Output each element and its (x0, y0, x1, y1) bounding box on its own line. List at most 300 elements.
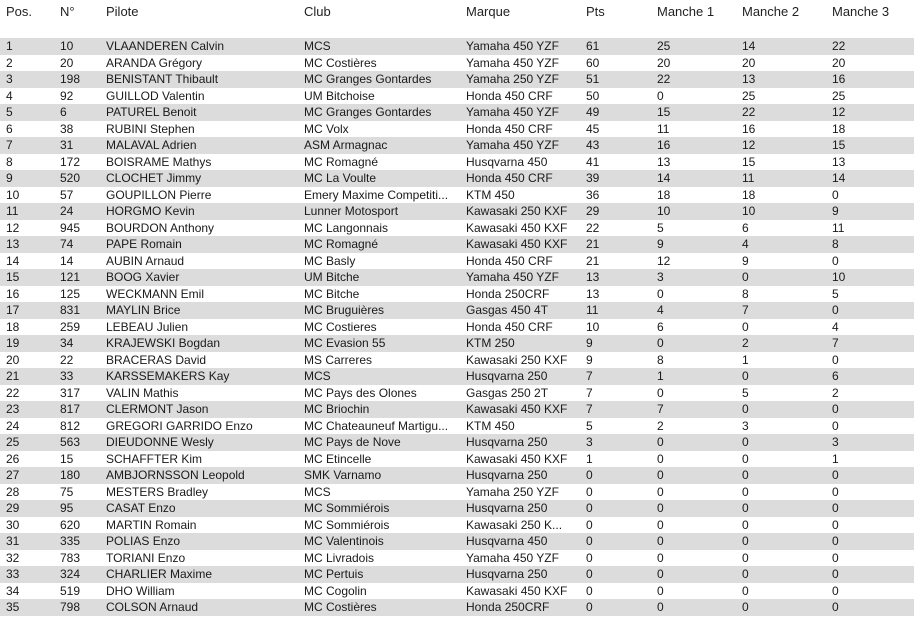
position-cell: 32 (6, 550, 20, 565)
bib-number-cell: 6 (60, 105, 67, 119)
bib-number-cell: 180 (60, 468, 81, 482)
bib-number-cell: 57 (60, 187, 74, 202)
club-cell: MC Pays des Olones (304, 385, 417, 400)
rider-name-cell: KRAJEWSKI Bogdan (106, 336, 221, 350)
club-cell: Emery Maxime Competiti... (304, 187, 449, 202)
manche-2-cell: 0 (742, 583, 749, 598)
table-row (0, 286, 914, 303)
brand-cell: Gasgas 450 4T (466, 303, 549, 317)
header-pilote: Pilote (106, 4, 139, 19)
brand-cell: KTM 250 (466, 336, 515, 350)
table-row (0, 38, 914, 55)
manche-2-cell: 11 (742, 171, 755, 185)
position-cell: 22 (6, 385, 20, 400)
points-cell: 41 (586, 154, 600, 169)
manche-2-cell: 0 (742, 567, 749, 581)
manche-1-cell: 0 (657, 517, 664, 532)
table-row (0, 121, 914, 138)
points-cell: 60 (586, 55, 600, 70)
points-cell: 0 (586, 534, 593, 548)
manche-2-cell: 15 (742, 154, 756, 169)
table-row (0, 599, 914, 616)
manche-2-cell: 5 (742, 385, 749, 400)
bib-number-cell: 38 (60, 121, 74, 136)
club-cell: MC Valentinois (304, 534, 384, 548)
table-row (0, 220, 914, 237)
table-row (0, 154, 914, 171)
manche-3-cell: 20 (832, 55, 846, 70)
brand-cell: Yamaha 250 YZF (466, 484, 559, 499)
manche-1-cell: 6 (657, 319, 664, 334)
table-row (0, 467, 914, 484)
header-pts: Pts (586, 4, 605, 19)
table-row (0, 104, 914, 121)
manche-1-cell: 0 (657, 600, 664, 614)
manche-1-cell: 22 (657, 72, 671, 86)
bib-number-cell: 20 (60, 55, 74, 70)
position-cell: 29 (6, 501, 20, 515)
position-cell: 28 (6, 484, 20, 499)
position-cell: 16 (6, 286, 20, 301)
manche-2-cell: 9 (742, 253, 749, 268)
table-row (0, 71, 914, 88)
club-cell: SMK Varnamo (304, 468, 382, 482)
points-cell: 13 (586, 270, 600, 284)
position-cell: 31 (6, 534, 20, 548)
manche-1-cell: 0 (657, 501, 664, 515)
brand-cell: Kawasaki 450 KXF (466, 451, 568, 466)
position-cell: 1 (6, 39, 13, 53)
brand-cell: KTM 450 (466, 187, 515, 202)
points-cell: 29 (586, 204, 600, 218)
rider-name-cell: POLIAS Enzo (106, 534, 181, 548)
table-row (0, 418, 914, 435)
position-cell: 3 (6, 72, 13, 86)
table-row (0, 368, 914, 385)
manche-1-cell: 3 (657, 270, 664, 284)
table-row (0, 236, 914, 253)
rider-name-cell: CASAT Enzo (106, 501, 176, 515)
club-cell: MC Briochin (304, 402, 370, 416)
rider-name-cell: COLSON Arnaud (106, 600, 199, 614)
bib-number-cell: 75 (60, 484, 74, 499)
points-cell: 9 (586, 336, 593, 350)
brand-cell: Honda 450 CRF (466, 319, 553, 334)
bib-number-cell: 563 (60, 435, 81, 449)
points-cell: 0 (586, 583, 593, 598)
table-row (0, 352, 914, 369)
manche-1-cell: 20 (657, 55, 671, 70)
bib-number-cell: 10 (60, 39, 74, 53)
table-row (0, 385, 914, 402)
manche-1-cell: 8 (657, 352, 664, 367)
manche-2-cell: 1 (742, 352, 749, 367)
brand-cell: Kawasaki 250 KXF (466, 352, 568, 367)
rider-name-cell: VLAANDEREN Calvin (106, 39, 225, 53)
club-cell: MC Granges Gontardes (304, 105, 432, 119)
rider-name-cell: MESTERS Bradley (106, 484, 209, 499)
brand-cell: Yamaha 450 YZF (466, 105, 559, 119)
manche-3-cell: 22 (832, 39, 846, 53)
brand-cell: Kawasaki 450 KXF (466, 237, 568, 251)
club-cell: MC Bitche (304, 286, 360, 301)
table-row (0, 170, 914, 187)
header-pos: Pos. (6, 4, 33, 19)
points-cell: 7 (586, 385, 593, 400)
club-cell: MC Costieres (304, 319, 377, 334)
brand-cell: Honda 450 CRF (466, 171, 553, 185)
rider-name-cell: KARSSEMAKERS Kay (106, 369, 230, 383)
manche-3-cell: 16 (832, 72, 846, 86)
manche-2-cell: 2 (742, 336, 749, 350)
points-cell: 0 (586, 501, 593, 515)
manche-2-cell: 16 (742, 121, 756, 136)
points-cell: 11 (586, 303, 599, 317)
table-row (0, 88, 914, 105)
club-cell: MC Romagné (304, 154, 379, 169)
brand-cell: Yamaha 450 YZF (466, 138, 559, 152)
brand-cell: Kawasaki 250 KXF (466, 204, 568, 218)
club-cell: MC Livradois (304, 550, 375, 565)
manche-2-cell: 0 (742, 501, 749, 515)
brand-cell: Yamaha 450 YZF (466, 270, 559, 284)
manche-2-cell: 10 (742, 204, 756, 218)
club-cell: UM Bitchoise (304, 88, 375, 103)
table-row (0, 401, 914, 418)
bib-number-cell: 620 (60, 517, 81, 532)
rider-name-cell: DIEUDONNE Wesly (106, 435, 214, 449)
bib-number-cell: 945 (60, 220, 81, 235)
manche-3-cell: 25 (832, 88, 846, 103)
manche-3-cell: 2 (832, 385, 839, 400)
position-cell: 7 (6, 138, 13, 152)
bib-number-cell: 817 (60, 402, 81, 416)
manche-1-cell: 16 (657, 138, 671, 152)
points-cell: 0 (586, 484, 593, 499)
rider-name-cell: HORGMO Kevin (106, 204, 195, 218)
bib-number-cell: 324 (60, 567, 81, 581)
manche-3-cell: 0 (832, 468, 839, 482)
manche-2-cell: 14 (742, 39, 756, 53)
position-cell: 14 (6, 253, 20, 268)
manche-2-cell: 0 (742, 402, 749, 416)
manche-3-cell: 0 (832, 418, 839, 433)
brand-cell: Kawasaki 450 KXF (466, 220, 568, 235)
brand-cell: Gasgas 250 2T (466, 385, 549, 400)
manche-3-cell: 0 (832, 352, 839, 367)
manche-3-cell: 0 (832, 303, 839, 317)
header-marque: Marque (466, 4, 511, 19)
manche-3-cell: 13 (832, 154, 846, 169)
rider-name-cell: LEBEAU Julien (106, 319, 189, 334)
club-cell: UM Bitche (304, 270, 360, 284)
club-cell: MCS (304, 484, 331, 499)
points-cell: 21 (586, 237, 600, 251)
manche-3-cell: 7 (832, 336, 839, 350)
table-row (0, 583, 914, 600)
club-cell: MC Volx (304, 121, 349, 136)
manche-1-cell: 0 (657, 451, 664, 466)
points-cell: 22 (586, 220, 600, 235)
brand-cell: Yamaha 450 YZF (466, 39, 559, 53)
manche-1-cell: 0 (657, 583, 664, 598)
manche-3-cell: 0 (832, 501, 839, 515)
brand-cell: Husqvarna 450 (466, 154, 548, 169)
manche-2-cell: 0 (742, 550, 749, 565)
bib-number-cell: 831 (60, 303, 81, 317)
brand-cell: Husqvarna 250 (466, 567, 548, 581)
table-row (0, 335, 914, 352)
brand-cell: Kawasaki 450 KXF (466, 402, 568, 416)
points-cell: 7 (586, 369, 593, 383)
manche-2-cell: 0 (742, 534, 749, 548)
manche-2-cell: 0 (742, 484, 749, 499)
brand-cell: Kawasaki 450 KXF (466, 583, 568, 598)
bib-number-cell: 95 (60, 501, 74, 515)
rider-name-cell: BOURDON Anthony (106, 220, 215, 235)
manche-3-cell: 15 (832, 138, 846, 152)
brand-cell: Husqvarna 450 (466, 534, 548, 548)
points-cell: 1 (586, 451, 593, 466)
manche-1-cell: 0 (657, 88, 664, 103)
club-cell: MC Sommiérois (304, 517, 390, 532)
position-cell: 13 (6, 237, 20, 251)
header-club: Club (304, 4, 331, 19)
table-row (0, 500, 914, 517)
points-cell: 13 (586, 286, 600, 301)
points-cell: 61 (586, 39, 600, 53)
brand-cell: Honda 250CRF (466, 600, 550, 614)
manche-3-cell: 3 (832, 435, 839, 449)
manche-3-cell: 1 (832, 451, 839, 466)
position-cell: 23 (6, 402, 20, 416)
position-cell: 10 (6, 187, 20, 202)
manche-2-cell: 0 (742, 270, 749, 284)
rider-name-cell: AMBJORNSSON Leopold (106, 468, 245, 482)
manche-3-cell: 14 (832, 171, 846, 185)
club-cell: MC Costières (304, 55, 377, 70)
manche-1-cell: 12 (657, 253, 671, 268)
club-cell: MCS (304, 39, 331, 53)
points-cell: 45 (586, 121, 600, 136)
rider-name-cell: GUILLOD Valentin (106, 88, 205, 103)
manche-2-cell: 12 (742, 138, 756, 152)
bib-number-cell: 783 (60, 550, 81, 565)
points-cell: 49 (586, 105, 600, 119)
table-row (0, 253, 914, 270)
manche-1-cell: 5 (657, 220, 664, 235)
rider-name-cell: DHO William (106, 583, 175, 598)
club-cell: MC Evasion 55 (304, 336, 386, 350)
manche-3-cell: 0 (832, 600, 839, 614)
table-row (0, 550, 914, 567)
rider-name-cell: ARANDA Grégory (106, 55, 203, 70)
rider-name-cell: MARTIN Romain (106, 517, 197, 532)
manche-1-cell: 0 (657, 484, 664, 499)
manche-2-cell: 7 (742, 303, 749, 317)
club-cell: Lunner Motosport (304, 204, 399, 218)
position-cell: 19 (6, 336, 20, 350)
rider-name-cell: WECKMANN Emil (106, 286, 204, 301)
club-cell: MC La Voulte (304, 171, 377, 185)
manche-3-cell: 4 (832, 319, 839, 334)
points-cell: 5 (586, 418, 593, 433)
points-cell: 10 (586, 319, 600, 334)
bib-number-cell: 335 (60, 534, 81, 548)
manche-1-cell: 0 (657, 385, 664, 400)
bib-number-cell: 520 (60, 171, 81, 185)
rider-name-cell: CLOCHET Jimmy (106, 171, 202, 185)
club-cell: MC Cogolin (304, 583, 367, 598)
manche-1-cell: 15 (657, 105, 671, 119)
manche-1-cell: 10 (657, 204, 671, 218)
table-header (0, 0, 914, 24)
bib-number-cell: 24 (60, 204, 74, 218)
manche-1-cell: 0 (657, 336, 664, 350)
rider-name-cell: PAPE Romain (106, 237, 182, 251)
bib-number-cell: 92 (60, 88, 74, 103)
manche-2-cell: 22 (742, 105, 756, 119)
manche-3-cell: 0 (832, 253, 839, 268)
header-manche-1: Manche 1 (657, 4, 715, 19)
manche-2-cell: 0 (742, 369, 749, 383)
manche-2-cell: 13 (742, 72, 756, 86)
position-cell: 5 (6, 105, 13, 119)
manche-3-cell: 0 (832, 517, 839, 532)
manche-3-cell: 12 (832, 105, 846, 119)
club-cell: MC Romagné (304, 237, 379, 251)
bib-number-cell: 125 (60, 286, 81, 301)
bib-number-cell: 14 (60, 253, 74, 268)
bib-number-cell: 198 (60, 72, 81, 86)
club-cell: MC Bruguières (304, 303, 385, 317)
rider-name-cell: MALAVAL Adrien (106, 138, 197, 152)
club-cell: MS Carreres (304, 352, 373, 367)
manche-1-cell: 0 (657, 468, 664, 482)
brand-cell: Yamaha 250 YZF (466, 72, 559, 86)
position-cell: 15 (6, 270, 20, 284)
points-cell: 3 (586, 435, 593, 449)
manche-1-cell: 0 (657, 286, 664, 301)
position-cell: 9 (6, 171, 13, 185)
manche-3-cell: 6 (832, 369, 839, 383)
brand-cell: Husqvarna 250 (466, 501, 548, 515)
manche-3-cell: 0 (832, 187, 839, 202)
manche-1-cell: 0 (657, 550, 664, 565)
manche-3-cell: 10 (832, 270, 846, 284)
manche-3-cell: 0 (832, 484, 839, 499)
bib-number-cell: 317 (60, 385, 81, 400)
manche-3-cell: 8 (832, 237, 839, 251)
position-cell: 17 (6, 303, 20, 317)
manche-1-cell: 25 (657, 39, 671, 53)
points-cell: 0 (586, 550, 593, 565)
position-cell: 34 (6, 583, 20, 598)
position-cell: 30 (6, 517, 20, 532)
position-cell: 6 (6, 121, 13, 136)
points-cell: 0 (586, 567, 593, 581)
club-cell: MC Basly (304, 253, 356, 268)
manche-2-cell: 20 (742, 55, 756, 70)
points-cell: 43 (586, 138, 600, 152)
club-cell: MC Langonnais (304, 220, 389, 235)
manche-1-cell: 11 (657, 121, 670, 136)
bib-number-cell: 31 (60, 138, 74, 152)
manche-3-cell: 18 (832, 121, 846, 136)
brand-cell: Honda 250CRF (466, 286, 550, 301)
brand-cell: Honda 450 CRF (466, 88, 553, 103)
manche-2-cell: 6 (742, 220, 749, 235)
table-row (0, 566, 914, 583)
header-manche-2: Manche 2 (742, 4, 800, 19)
club-cell: MC Etincelle (304, 451, 372, 466)
table-row (0, 517, 914, 534)
rider-name-cell: VALIN Mathis (106, 385, 179, 400)
table-row (0, 203, 914, 220)
points-cell: 51 (586, 72, 600, 86)
rider-name-cell: BOOG Xavier (106, 270, 180, 284)
manche-1-cell: 0 (657, 567, 664, 581)
table-row (0, 137, 914, 154)
rider-name-cell: BOISRAME Mathys (106, 154, 212, 169)
position-cell: 21 (6, 369, 20, 383)
bib-number-cell: 798 (60, 600, 81, 614)
results-table-body (0, 38, 914, 616)
position-cell: 18 (6, 319, 20, 334)
points-cell: 21 (586, 253, 600, 268)
manche-1-cell: 18 (657, 187, 671, 202)
manche-1-cell: 2 (657, 418, 664, 433)
bib-number-cell: 15 (60, 451, 74, 466)
points-cell: 36 (586, 187, 600, 202)
rider-name-cell: CLERMONT Jason (106, 402, 209, 416)
brand-cell: Yamaha 450 YZF (466, 550, 559, 565)
manche-3-cell: 0 (832, 567, 839, 581)
position-cell: 2 (6, 55, 13, 70)
table-row (0, 187, 914, 204)
club-cell: MC Pays de Nove (304, 435, 401, 449)
position-cell: 8 (6, 154, 13, 169)
manche-2-cell: 3 (742, 418, 749, 433)
manche-1-cell: 0 (657, 435, 664, 449)
manche-1-cell: 7 (657, 402, 664, 416)
rider-name-cell: SCHAFFTER Kim (106, 451, 202, 466)
points-cell: 50 (586, 88, 600, 103)
rider-name-cell: TORIANI Enzo (106, 550, 186, 565)
points-cell: 0 (586, 517, 593, 532)
manche-1-cell: 14 (657, 171, 671, 185)
club-cell: ASM Armagnac (304, 138, 388, 152)
brand-cell: Kawasaki 250 K... (466, 517, 563, 532)
manche-2-cell: 0 (742, 319, 749, 334)
points-cell: 0 (586, 600, 593, 614)
rider-name-cell: BRACERAS David (106, 352, 207, 367)
position-cell: 11 (6, 204, 19, 218)
bib-number-cell: 519 (60, 583, 81, 598)
position-cell: 26 (6, 451, 20, 466)
table-row (0, 451, 914, 468)
position-cell: 35 (6, 600, 20, 614)
club-cell: MC Pertuis (304, 567, 364, 581)
position-cell: 20 (6, 352, 20, 367)
club-cell: MC Chateauneuf Martigu... (304, 418, 449, 433)
rider-name-cell: RUBINI Stephen (106, 121, 195, 136)
points-cell: 9 (586, 352, 593, 367)
club-cell: MC Costières (304, 600, 377, 614)
header-manche-3: Manche 3 (832, 4, 890, 19)
points-cell: 39 (586, 171, 600, 185)
table-row (0, 434, 914, 451)
